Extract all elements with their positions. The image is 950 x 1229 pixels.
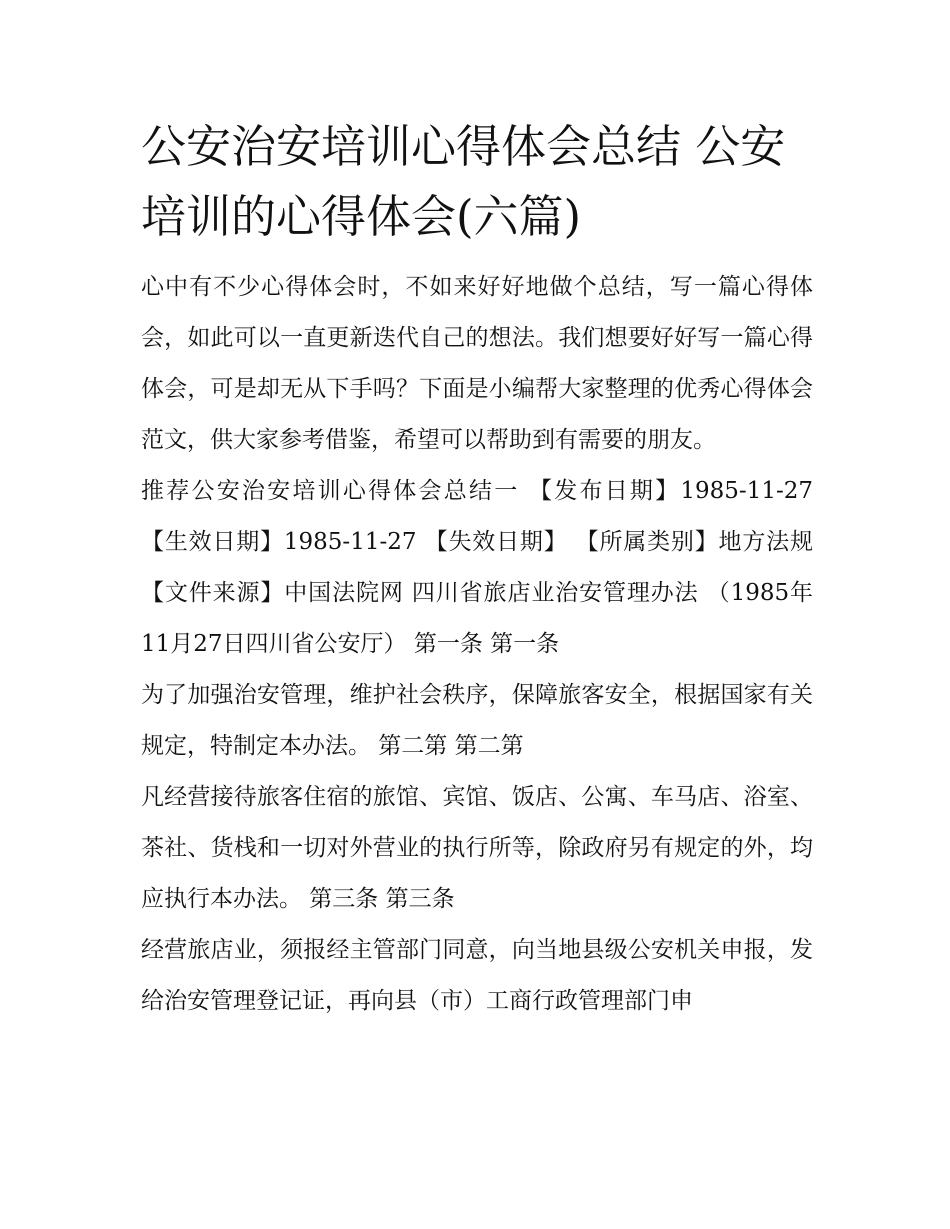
paragraph-intro: 心中有不少心得体会时，不如来好好地做个总结，写一篇心得体会，如此可以一直更新迭代自己的想法。我们想要好好写一篇心得体会，可是却无从下手吗？下面是小编帮大家整理的优秀心得体会范文，供大家参考借鉴，希望可以帮助到有需要的朋友。 bbox=[141, 274, 813, 453]
document-body bbox=[141, 112, 813, 1027]
paragraph-article-2: 凡经营接待旅客住宿的旅馆、宾馆、饭店、公寓、车马店、浴室、茶社、货栈和一切对外营业的执行所等，除政府另有规定的外，均应执行本办法。 第三条 第三条 bbox=[141, 784, 813, 912]
document-title: 公安治安培训心得体会总结 公安培训的心得体会(六篇) bbox=[141, 120, 786, 243]
paragraph-article-3: 经营旅店业，须报经主管部门同意，向当地县级公安机关申报，发给治安管理登记证，再向县（市）工商行政管理部门申 bbox=[141, 937, 813, 1014]
paragraph-article-1: 为了加强治安管理，维护社会秩序，保障旅客安全，根据国家有关规定，特制定本办法。 第二第 第二第 bbox=[141, 682, 813, 759]
paragraph-meta: 推荐公安治安培训心得体会总结一 【发布日期】1985-11-27 【生效日期】1985-11-27 【失效日期】 【所属类别】地方法规 【文件来源】中国法院网 四川省旅店业治安管理办法 （1985年11月27日四川省公安厅） 第一条 第一条 bbox=[141, 478, 813, 657]
